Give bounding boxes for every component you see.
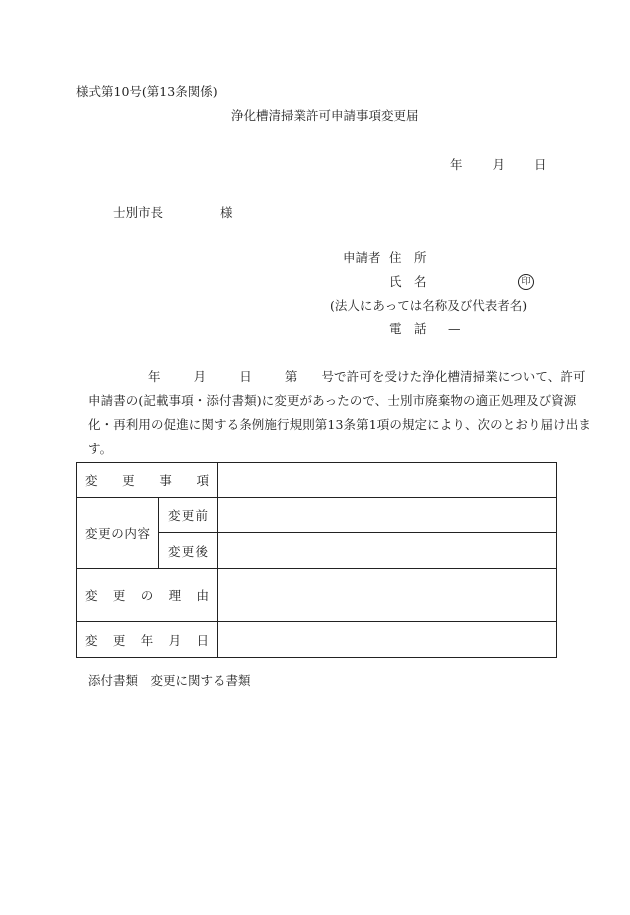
submission-date [450,157,547,173]
body-line-2: 申請書の(記載事項・添付書類)に変更があったので、士別市廃棄物の適正処理及び資源 [88,393,577,408]
change-content-label: 変更の内容 [77,498,159,569]
before-field[interactable] [218,498,557,533]
seal-mark: 印 [518,274,534,290]
year-label: 年 [450,157,463,172]
body-line-3: 化・再利用の促進に関する条例施行規則第13条第1項の規定により、次のとおり届け出ま [88,417,591,432]
addressee-name: 士別市長 [113,205,164,220]
change-date-field[interactable] [218,622,557,658]
addressee-honorific: 様 [220,205,233,220]
phone-label: 電 話 [389,321,427,336]
change-item-label: 変更事項 [77,463,218,498]
phone-dash: — [448,321,461,336]
addressee [113,205,233,221]
table-row [77,569,557,622]
after-field[interactable] [218,533,557,569]
document-title: 浄化槽清掃業許可申請事項変更届 [231,108,419,123]
form-number: 様式第10号(第13条関係) [76,84,218,99]
notification-body [78,365,591,461]
table-row [77,622,557,658]
table-row [77,498,557,533]
change-date-label: 変更年月日 [77,622,218,658]
month-label: 月 [492,157,506,172]
applicant-label: 申請者 [343,250,381,265]
change-details-table [76,462,557,658]
reason-field[interactable] [218,569,557,622]
attachment-note: 添付書類 変更に関する書類 [88,673,251,688]
reason-label: 変更の理由 [77,569,218,622]
corporate-note: (法人にあっては名称及び代表者名) [330,298,528,313]
before-label: 変更前 [159,498,218,533]
after-label: 変更後 [159,533,218,569]
body-line-1: 年 月 日 第 号で許可を受けた浄化槽清掃業について、許可 [148,369,586,384]
table-row [77,463,557,498]
change-item-field[interactable] [218,463,557,498]
address-label: 住 所 [389,250,427,265]
name-label: 氏 名 [389,274,427,289]
day-label: 日 [534,157,547,172]
body-line-4: す。 [88,441,113,456]
